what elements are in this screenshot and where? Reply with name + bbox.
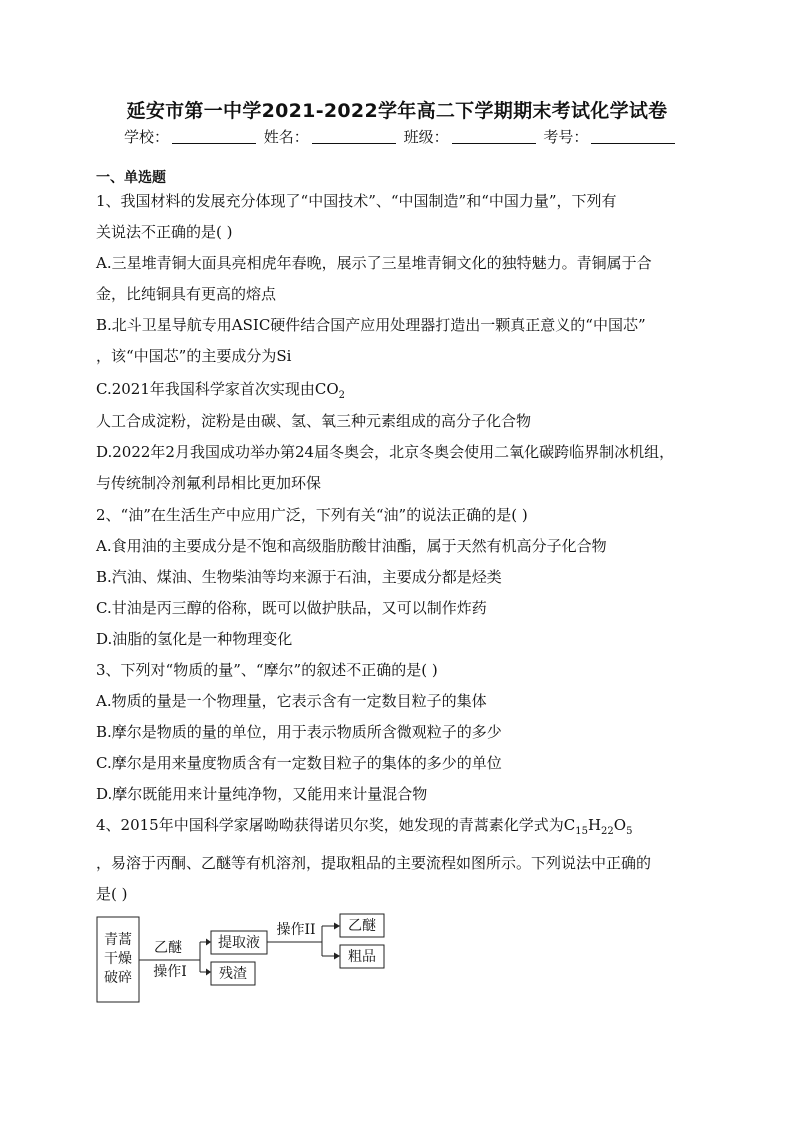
section-heading: 一、单选题	[96, 170, 166, 186]
q3-option-c: C.摩尔是用来量度物质含有一定数目粒子的集体的多少的单位	[96, 754, 502, 772]
start-text-1: 青蒿	[104, 932, 132, 948]
branch-1-lower-arrowhead	[206, 969, 211, 976]
q4-stem-line2: ，易溶于丙酮、乙醚等有机溶剂，提取粗品的主要流程如图所示。下列说法中正确的	[96, 854, 652, 872]
ether-text: 乙醚	[348, 918, 376, 934]
residue-text: 残渣	[219, 966, 247, 982]
q2-option-d: D.油脂的氢化是一种物理变化	[96, 630, 293, 648]
branch-2-upper-arrowhead	[334, 923, 340, 930]
q3-stem: 3、下列对“物质的量”、“摩尔”的叙述不正确的是( )	[96, 661, 438, 679]
exam-number-label: 考号：	[543, 128, 589, 146]
q2-option-b: B.汽油、煤油、生物柴油等均来源于石油，主要成分都是烃类	[96, 568, 502, 586]
class-label: 班级：	[403, 128, 449, 146]
q2-stem: 2、“油”在生活生产中应用广泛，下列有关“油”的说法正确的是( )	[96, 506, 528, 524]
q1-option-a-line2: 金，比纯铜具有更高的熔点	[96, 285, 277, 303]
q1-option-d-line1: D.2022年2月我国成功举办第24届冬奥会，北京冬奥会使用二氧化碳跨临界制冰机组，	[96, 443, 675, 461]
arrow-2-label: 操作II	[276, 922, 316, 938]
start-text-2: 干燥	[104, 951, 132, 967]
q4-stem-line3: 是( )	[96, 885, 128, 903]
q1-option-c-line2: 人工合成淀粉，淀粉是由碳、氢、氧三种元素组成的高分子化合物	[96, 412, 532, 430]
q1-stem-line2: 关说法不正确的是( )	[96, 223, 233, 241]
q1-option-c-text: C.2021年我国科学家首次实现由	[96, 380, 315, 398]
q1-option-b-line1: B.北斗卫星导航专用ASIC硬件结合国产应用处理器打造出一颗真正意义的“中国芯”	[96, 316, 646, 334]
q3-option-b: B.摩尔是物质的量的单位，用于表示物质所含微观粒子的多少	[96, 723, 502, 741]
page-title: 延安市第一中学2021-2022学年高二下学期期末考试化学试卷	[126, 100, 668, 122]
start-text-3: 破碎	[104, 970, 132, 986]
arrow-1-bottom-label: 操作I	[153, 964, 187, 980]
arrow-1-top-label: 乙醚	[154, 940, 182, 956]
q1-option-a-line1: A.三星堆青铜大面具亮相虎年春晚，展示了三星堆青铜文化的独特魅力。青铜属于合	[96, 254, 652, 272]
q3-option-d: D.摩尔既能用来计量纯净物，又能用来计量混合物	[96, 785, 428, 803]
q1-option-d-line2: 与传统制冷剂氟利昂相比更加环保	[96, 474, 322, 492]
extract-text: 提取液	[218, 935, 260, 951]
q3-option-a: A.物质的量是一个物理量，它表示含有一定数目粒子的集体	[96, 692, 487, 710]
name-label: 姓名：	[263, 128, 309, 146]
q1-option-b-line2: ，该“中国芯”的主要成分为Si	[96, 347, 292, 365]
branch-1-upper-arrowhead	[206, 939, 211, 946]
q4-stem-text: 4、2015年中国科学家屠呦呦获得诺贝尔奖，她发现的青蒿素化学式为	[96, 816, 564, 834]
co2-formula: $CO_2$	[314, 380, 346, 401]
crude-text: 粗品	[348, 949, 376, 965]
branch-2-lower-arrowhead	[334, 953, 340, 960]
q2-option-a: A.食用油的主要成分是不饱和高级脂肪酸甘油酯，属于天然有机高分子化合物	[96, 537, 607, 555]
q1-stem-line1: 1、我国材料的发展充分体现了“中国技术”、“中国制造”和“中国力量”，下列有	[96, 192, 617, 210]
school-label: 学校：	[124, 128, 170, 146]
q2-option-c: C.甘油是丙三醇的俗称，既可以做护肤品，又可以制作炸药	[96, 599, 487, 617]
artemisinin-formula: $C_{15}H_{22}O_5$	[563, 816, 633, 837]
